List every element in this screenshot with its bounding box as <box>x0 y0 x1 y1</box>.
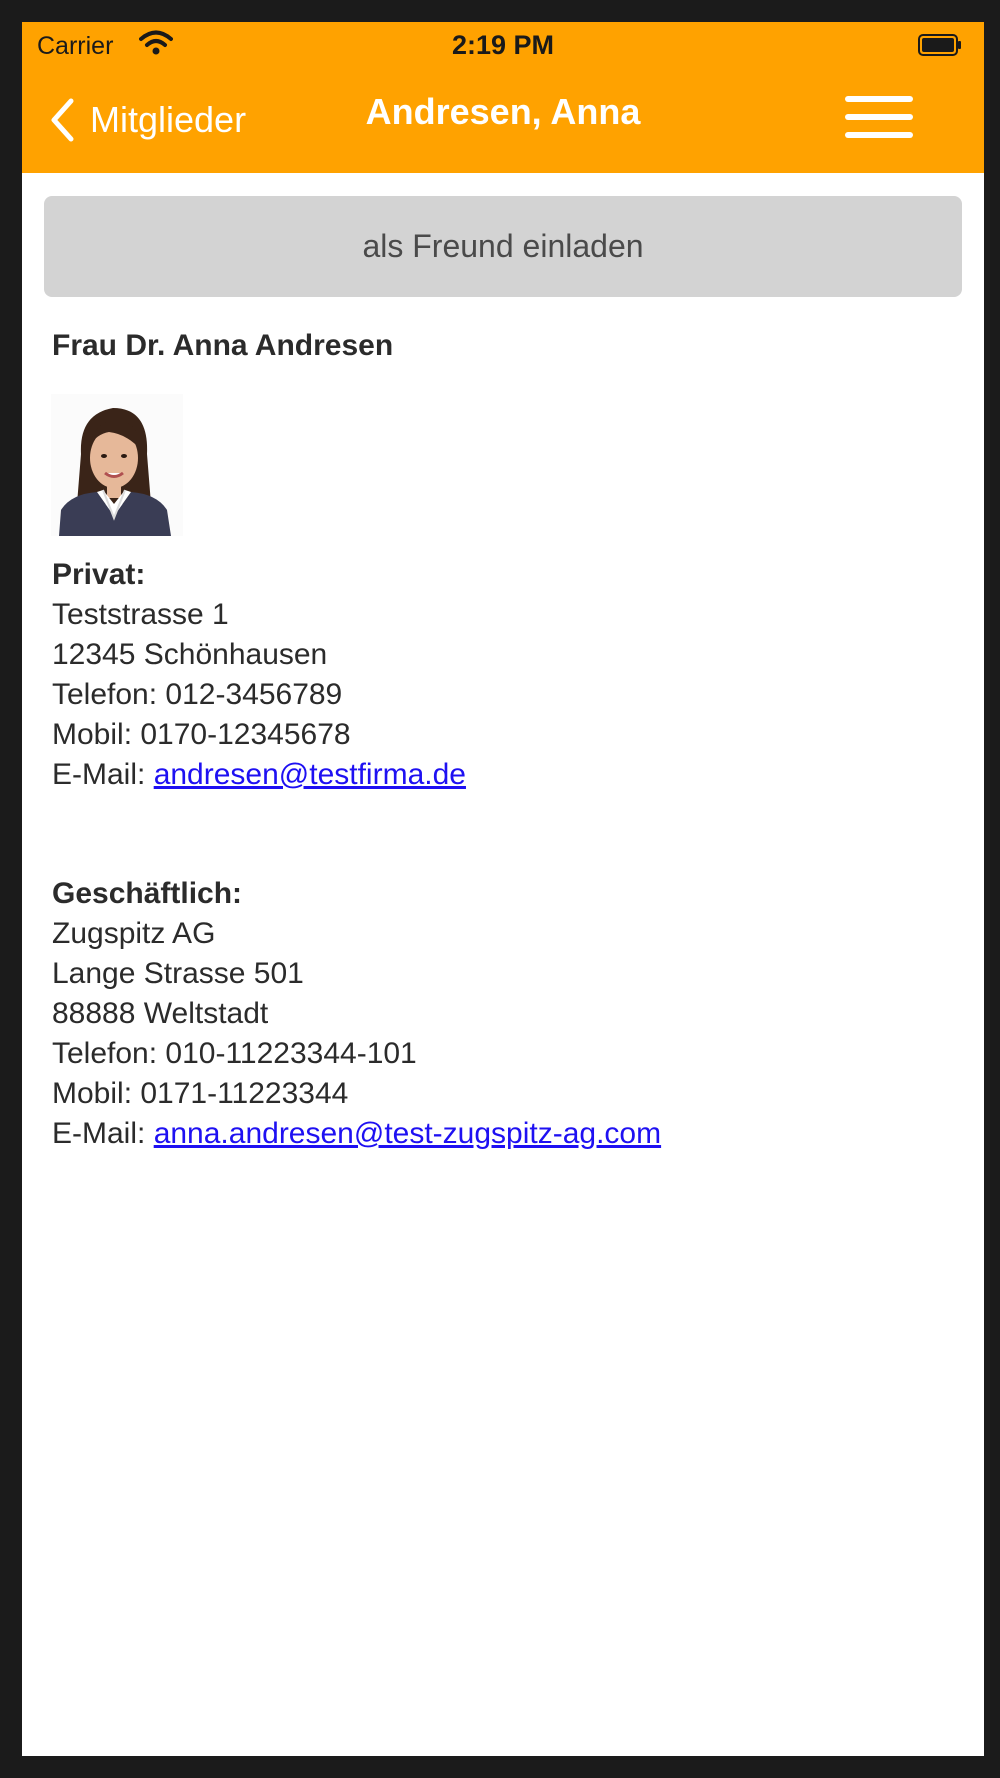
profile-photo <box>51 394 183 536</box>
private-mobile: Mobil: 0170-12345678 <box>52 718 351 751</box>
private-section <box>52 555 466 795</box>
business-phone: Telefon: 010-11223344-101 <box>52 1037 417 1070</box>
business-email-row <box>52 1114 661 1154</box>
page-title: Andresen, Anna <box>365 91 641 132</box>
top-bar <box>22 22 984 173</box>
navigation-bar <box>22 68 984 173</box>
business-section <box>52 874 661 1154</box>
carrier-label: Carrier <box>37 32 114 60</box>
private-street: Teststrasse 1 <box>52 598 229 631</box>
back-button-label: Mitglieder <box>90 99 247 140</box>
full-name: Frau Dr. Anna Andresen <box>52 329 394 362</box>
private-email-link[interactable]: andresen@testfirma.de <box>153 758 466 791</box>
status-time: 2:19 PM <box>451 30 555 60</box>
avatar <box>51 394 183 536</box>
business-street: Lange Strasse 501 <box>52 957 304 990</box>
private-phone: Telefon: 012-3456789 <box>52 678 343 711</box>
business-company: Zugspitz AG <box>52 917 216 950</box>
private-email-row <box>52 755 466 795</box>
device-screen <box>22 22 984 1756</box>
invite-friend-button[interactable]: als Freund einladen <box>44 196 962 297</box>
hamburger-menu-icon[interactable] <box>845 96 915 144</box>
status-bar <box>22 22 984 68</box>
back-button[interactable] <box>48 90 246 150</box>
business-email-label: E-Mail: <box>52 1117 154 1150</box>
chevron-left-icon <box>48 97 76 143</box>
business-email-link[interactable]: anna.andresen@test-zugspitz-ag.com <box>153 1117 662 1150</box>
private-email-label: E-Mail: <box>52 758 154 791</box>
private-heading: Privat: <box>52 558 146 591</box>
business-mobile: Mobil: 0171-11223344 <box>52 1077 349 1110</box>
private-city: 12345 Schönhausen <box>52 638 328 671</box>
battery-icon <box>918 34 962 56</box>
business-city: 88888 Weltstadt <box>52 997 269 1030</box>
business-heading: Geschäftlich: <box>52 877 243 910</box>
